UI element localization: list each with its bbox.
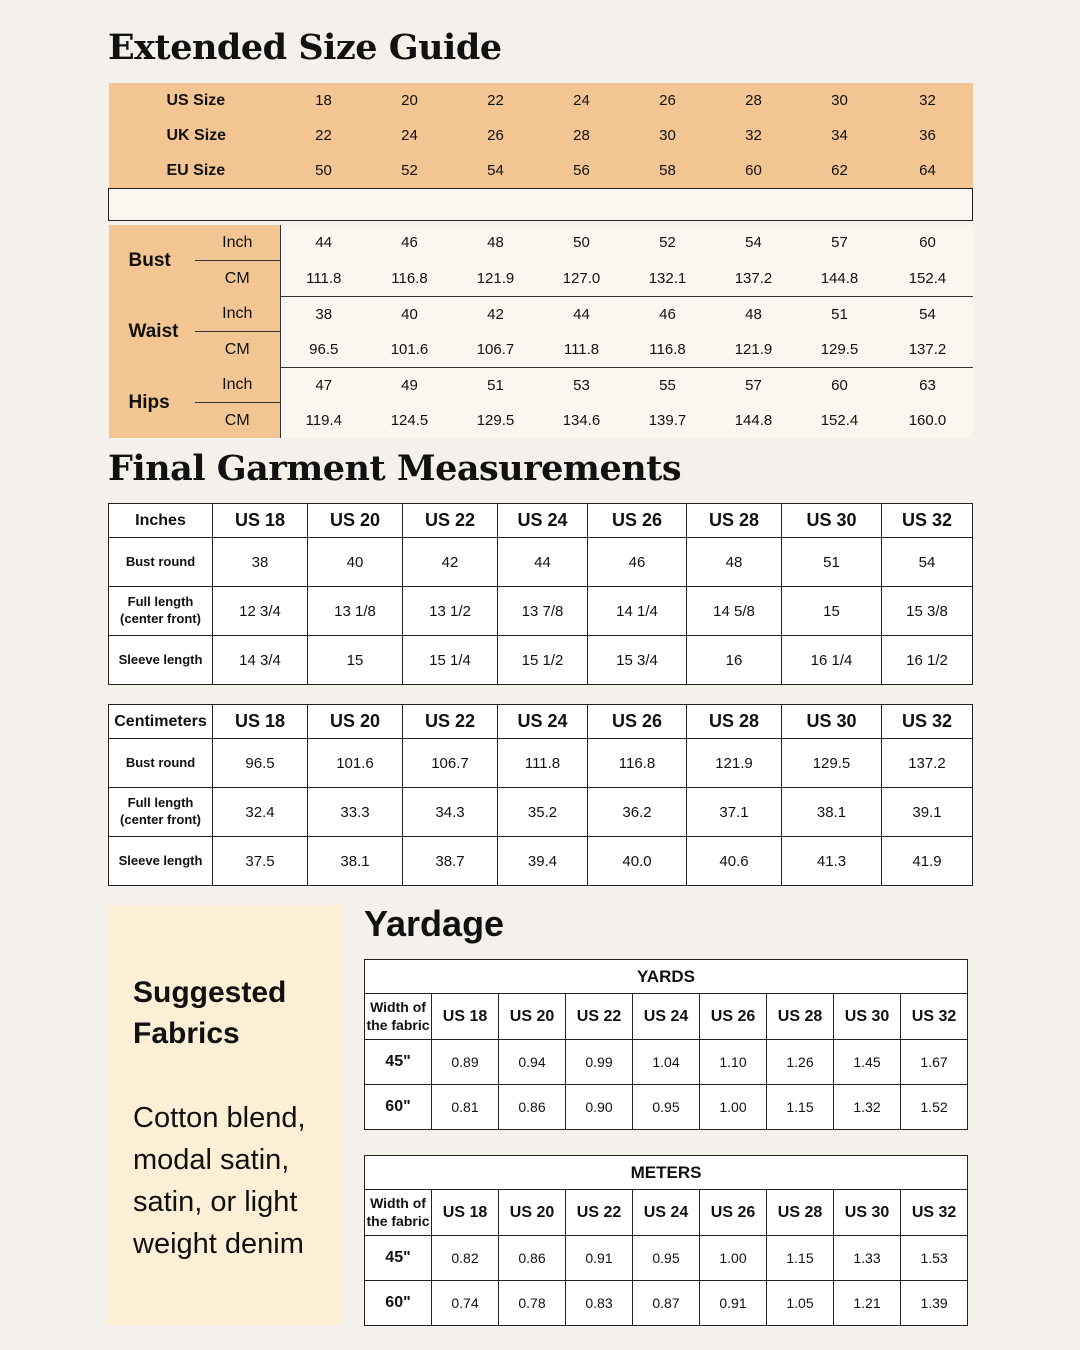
measurement-cell: 48 [687, 538, 782, 587]
table-row [109, 788, 973, 837]
row-label-subtext: (center front) [120, 611, 201, 626]
fabric-width: 45" [365, 1040, 432, 1085]
measurement-cell: 96.5 [213, 739, 308, 788]
measurement-cell: 41.9 [882, 837, 973, 886]
measurement-cell: 111.8 [498, 739, 588, 788]
yardage-title: Yardage [364, 903, 505, 944]
yardage-cell: 0.90 [566, 1085, 633, 1130]
size-value: 26 [625, 83, 711, 118]
measure-value: 144.8 [797, 261, 883, 297]
table-row [365, 1040, 968, 1085]
size-header: US 26 [700, 994, 767, 1040]
measure-value: 51 [453, 367, 539, 403]
yardage-cell: 1.32 [834, 1085, 901, 1130]
yardage-cell: 0.78 [499, 1281, 566, 1326]
size-header: US 18 [213, 504, 308, 538]
measurement-cell: 13 1/8 [308, 587, 403, 636]
measure-value: 137.2 [711, 261, 797, 297]
measure-value: 139.7 [625, 403, 711, 439]
measurement-cell: 121.9 [687, 739, 782, 788]
measurement-cell: 137.2 [882, 739, 973, 788]
size-value: 30 [797, 83, 883, 118]
measure-value: 160.0 [883, 403, 973, 439]
measure-value: 121.9 [711, 332, 797, 368]
yardage-cell: 0.87 [633, 1281, 700, 1326]
size-header: US 28 [687, 504, 782, 538]
measure-value: 44 [539, 296, 625, 332]
row-label-subtext: (center front) [120, 812, 201, 827]
suggested-fabrics-title: Suggested Fabrics [133, 976, 287, 1050]
measure-row-cm [109, 261, 973, 297]
size-value: 32 [883, 83, 973, 118]
measure-value: 124.5 [367, 403, 453, 439]
measure-value: 137.2 [883, 332, 973, 368]
measure-value: 60 [883, 225, 973, 261]
measure-value: 48 [453, 225, 539, 261]
measure-value: 42 [453, 296, 539, 332]
size-value: 24 [539, 83, 625, 118]
yardage-cell: 0.99 [566, 1040, 633, 1085]
measurement-cell: 14 3/4 [213, 636, 308, 685]
measure-value: 101.6 [367, 332, 453, 368]
yardage-cell: 0.94 [499, 1040, 566, 1085]
yardage-unit-title: YARDS [365, 960, 968, 994]
measure-value: 46 [625, 296, 711, 332]
yardage-unit-title: METERS [365, 1156, 968, 1190]
unit-header: Inches [109, 504, 213, 538]
yardage-cell: 0.82 [432, 1236, 499, 1281]
yardage-cell: 0.86 [499, 1085, 566, 1130]
measure-row-inch [109, 367, 973, 403]
measurement-cell: 38.1 [308, 837, 403, 886]
measure-value: 57 [711, 367, 797, 403]
yardage-cell: 1.39 [901, 1281, 968, 1326]
size-header: US 32 [901, 994, 968, 1040]
measure-value: 152.4 [883, 261, 973, 297]
table-row [109, 587, 973, 636]
measure-value: 46 [367, 225, 453, 261]
size-header: US 24 [633, 1190, 700, 1236]
measure-value: 53 [539, 367, 625, 403]
size-value: 26 [453, 118, 539, 153]
measurement-cell: 15 3/8 [882, 587, 973, 636]
measure-value: 60 [797, 367, 883, 403]
yardage-cell: 1.21 [834, 1281, 901, 1326]
measurement-cell: 13 1/2 [403, 587, 498, 636]
size-header: US 26 [700, 1190, 767, 1236]
size-value: 28 [711, 83, 797, 118]
measure-value: 47 [281, 367, 367, 403]
garment-header-row [109, 705, 973, 739]
yardage-cell: 1.67 [901, 1040, 968, 1085]
measure-value: 40 [367, 296, 453, 332]
size-value: 22 [281, 118, 367, 153]
measure-value: 129.5 [453, 403, 539, 439]
yardage-cell: 1.05 [767, 1281, 834, 1326]
measure-value: 152.4 [797, 403, 883, 439]
measurement-cell: 42 [403, 538, 498, 587]
unit-label-inch: Inch [195, 225, 281, 261]
size-value: 30 [625, 118, 711, 153]
yardage-cell: 0.86 [499, 1236, 566, 1281]
table-row [365, 1236, 968, 1281]
size-header: US 26 [588, 705, 687, 739]
fabric-width: 60" [365, 1085, 432, 1130]
meters-table [364, 1155, 968, 1326]
measurement-cell: 35.2 [498, 788, 588, 837]
size-header: US 22 [566, 994, 633, 1040]
measurement-cell: 101.6 [308, 739, 403, 788]
row-label-text: Full length [127, 594, 194, 610]
measurement-cell: 14 5/8 [687, 587, 782, 636]
row-label-text: Bust round [125, 553, 196, 569]
unit-label-inch: Inch [195, 296, 281, 332]
measure-value: 38 [281, 296, 367, 332]
measurement-cell: 16 1/2 [882, 636, 973, 685]
us-size-row [109, 83, 973, 118]
size-header: US 18 [432, 1190, 499, 1236]
measurement-cell: 15 [782, 587, 882, 636]
size-value: 50 [281, 153, 367, 189]
measurement-cell: 40 [308, 538, 403, 587]
garment-inches-table [108, 503, 973, 685]
size-value: 58 [625, 153, 711, 189]
size-value: 24 [367, 118, 453, 153]
size-value: 54 [453, 153, 539, 189]
size-value: 60 [711, 153, 797, 189]
table-row [109, 636, 973, 685]
size-row-label: UK Size [109, 118, 281, 153]
yardage-cell: 0.91 [700, 1281, 767, 1326]
measure-value: 144.8 [711, 403, 797, 439]
measurement-cell: 37.1 [687, 788, 782, 837]
measure-value: 129.5 [797, 332, 883, 368]
yardage-cell: 0.91 [566, 1236, 633, 1281]
row-label [109, 587, 213, 636]
yardage-cell: 0.95 [633, 1085, 700, 1130]
yardage-cell: 1.10 [700, 1040, 767, 1085]
yardage-cell: 1.45 [834, 1040, 901, 1085]
measurement-cell: 38 [213, 538, 308, 587]
measure-row-inch [109, 225, 973, 261]
size-row-label: US Size [109, 83, 281, 118]
size-value: 56 [539, 153, 625, 189]
measure-row-cm [109, 403, 973, 439]
garment-title: Final Garment Measurements [108, 448, 682, 489]
measure-value: 51 [797, 296, 883, 332]
measurement-cell: 15 1/4 [403, 636, 498, 685]
size-header: US 20 [308, 504, 403, 538]
measurement-cell: 38.7 [403, 837, 498, 886]
measurement-cell: 36.2 [588, 788, 687, 837]
size-value: 18 [281, 83, 367, 118]
garment-header-row [109, 504, 973, 538]
measurement-cell: 16 [687, 636, 782, 685]
size-header: US 24 [498, 504, 588, 538]
unit-label-cm: CM [195, 403, 281, 439]
unit-label-cm: CM [195, 261, 281, 297]
fabric-width: 60" [365, 1281, 432, 1326]
row-label-text: Full length [127, 795, 194, 811]
row-label [109, 837, 213, 886]
width-header [365, 1190, 432, 1236]
measure-value: 116.8 [625, 332, 711, 368]
yardage-cell: 0.74 [432, 1281, 499, 1326]
measure-value: 106.7 [453, 332, 539, 368]
measurement-cell: 38.1 [782, 788, 882, 837]
size-header: US 22 [403, 504, 498, 538]
table-row [109, 837, 973, 886]
size-header: US 30 [834, 1190, 901, 1236]
width-header-line2: the fabric [366, 1016, 430, 1033]
yardage-cell: 0.95 [633, 1236, 700, 1281]
measurement-cell: 40.0 [588, 837, 687, 886]
width-header [365, 994, 432, 1040]
measure-label: Bust [109, 225, 195, 296]
size-header: US 32 [882, 504, 973, 538]
measurement-cell: 34.3 [403, 788, 498, 837]
size-value: 34 [797, 118, 883, 153]
size-header: US 30 [782, 705, 882, 739]
unit-label-inch: Inch [195, 367, 281, 403]
size-header: US 22 [566, 1190, 633, 1236]
size-header: US 24 [633, 994, 700, 1040]
measurement-cell: 106.7 [403, 739, 498, 788]
measure-value: 121.9 [453, 261, 539, 297]
measure-row-cm [109, 332, 973, 368]
suggested-fabrics-panel [108, 905, 341, 1325]
measurement-cell: 37.5 [213, 837, 308, 886]
row-label [109, 739, 213, 788]
yardage-cell: 1.00 [700, 1236, 767, 1281]
row-label-text: Bust round [125, 754, 196, 770]
row-label-text: Sleeve length [118, 852, 203, 868]
measure-value: 50 [539, 225, 625, 261]
row-label [109, 636, 213, 685]
measure-value: 111.8 [281, 261, 367, 297]
yardage-cell: 1.26 [767, 1040, 834, 1085]
measurement-cell: 13 7/8 [498, 587, 588, 636]
size-guide-table [108, 83, 973, 438]
size-header: US 18 [213, 705, 308, 739]
measure-value: 54 [711, 225, 797, 261]
width-header-line1: Width of [370, 1195, 426, 1211]
yardage-cell: 1.15 [767, 1085, 834, 1130]
measure-value: 52 [625, 225, 711, 261]
size-header: US 20 [308, 705, 403, 739]
size-header: US 22 [403, 705, 498, 739]
size-header: US 18 [432, 994, 499, 1040]
measure-label: Waist [109, 296, 195, 367]
measure-value: 63 [883, 367, 973, 403]
garment-cm-table [108, 704, 973, 886]
yardage-cell: 0.89 [432, 1040, 499, 1085]
measure-value: 48 [711, 296, 797, 332]
separator-band [109, 189, 973, 221]
measurement-cell: 54 [882, 538, 973, 587]
size-header: US 32 [901, 1190, 968, 1236]
size-value: 28 [539, 118, 625, 153]
unit-label-cm: CM [195, 332, 281, 368]
size-header: US 20 [499, 994, 566, 1040]
measure-value: 44 [281, 225, 367, 261]
width-header-line1: Width of [370, 999, 426, 1015]
size-value: 22 [453, 83, 539, 118]
measure-value: 119.4 [281, 403, 367, 439]
row-label [109, 788, 213, 837]
measurement-cell: 12 3/4 [213, 587, 308, 636]
measure-value: 127.0 [539, 261, 625, 297]
suggested-fabrics-text: Cotton blend, modal satin, satin, or light weight denim [133, 1102, 306, 1261]
measure-value: 116.8 [367, 261, 453, 297]
measurement-cell: 39.1 [882, 788, 973, 837]
measurement-cell: 39.4 [498, 837, 588, 886]
size-guide-title: Extended Size Guide [108, 27, 502, 68]
size-header: US 30 [834, 994, 901, 1040]
size-header: US 20 [499, 1190, 566, 1236]
measurement-cell: 15 1/2 [498, 636, 588, 685]
row-label [109, 538, 213, 587]
yardage-cell: 1.04 [633, 1040, 700, 1085]
size-value: 32 [711, 118, 797, 153]
size-value: 36 [883, 118, 973, 153]
measurement-cell: 15 3/4 [588, 636, 687, 685]
size-header: US 28 [687, 705, 782, 739]
size-row-label: EU Size [109, 153, 281, 189]
measure-value: 96.5 [281, 332, 367, 368]
measurement-cell: 14 1/4 [588, 587, 687, 636]
yardage-cell: 0.81 [432, 1085, 499, 1130]
yards-table [364, 959, 968, 1130]
unit-header: Centimeters [109, 705, 213, 739]
measurement-cell: 46 [588, 538, 687, 587]
table-row [365, 1281, 968, 1326]
measurement-cell: 44 [498, 538, 588, 587]
size-value: 20 [367, 83, 453, 118]
measurement-cell: 15 [308, 636, 403, 685]
size-header: US 24 [498, 705, 588, 739]
yardage-cell: 1.15 [767, 1236, 834, 1281]
size-header: US 32 [882, 705, 973, 739]
measure-value: 54 [883, 296, 973, 332]
fabric-width: 45" [365, 1236, 432, 1281]
measurement-cell: 33.3 [308, 788, 403, 837]
yardage-cell: 1.33 [834, 1236, 901, 1281]
eu-size-row [109, 153, 973, 189]
size-header: US 26 [588, 504, 687, 538]
measurement-cell: 116.8 [588, 739, 687, 788]
measure-value: 55 [625, 367, 711, 403]
measure-value: 57 [797, 225, 883, 261]
uk-size-row [109, 118, 973, 153]
size-header: US 28 [767, 1190, 834, 1236]
yardage-cell: 0.83 [566, 1281, 633, 1326]
table-row [109, 538, 973, 587]
table-row [365, 1085, 968, 1130]
row-label-text: Sleeve length [118, 651, 203, 667]
measure-value: 111.8 [539, 332, 625, 368]
table-row [109, 739, 973, 788]
measurement-cell: 129.5 [782, 739, 882, 788]
width-header-line2: the fabric [366, 1212, 430, 1229]
size-value: 62 [797, 153, 883, 189]
measurement-cell: 40.6 [687, 837, 782, 886]
measurement-cell: 51 [782, 538, 882, 587]
yardage-cell: 1.00 [700, 1085, 767, 1130]
size-header: US 28 [767, 994, 834, 1040]
measure-value: 132.1 [625, 261, 711, 297]
yardage-cell: 1.53 [901, 1236, 968, 1281]
measure-label: Hips [109, 367, 195, 438]
measure-value: 49 [367, 367, 453, 403]
measurement-cell: 16 1/4 [782, 636, 882, 685]
measure-value: 134.6 [539, 403, 625, 439]
size-header: US 30 [782, 504, 882, 538]
measure-row-inch [109, 296, 973, 332]
yardage-cell: 1.52 [901, 1085, 968, 1130]
size-value: 52 [367, 153, 453, 189]
measurement-cell: 32.4 [213, 788, 308, 837]
size-value: 64 [883, 153, 973, 189]
measurement-cell: 41.3 [782, 837, 882, 886]
